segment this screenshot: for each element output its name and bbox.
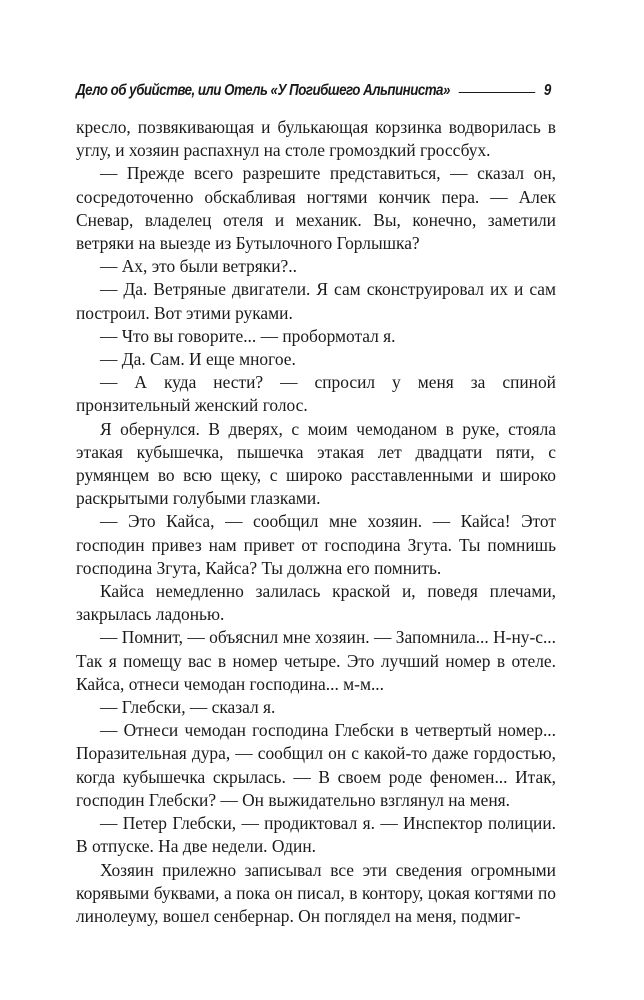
- paragraph: — Глебски, — сказал я.: [100, 697, 276, 718]
- paragraph: — Отнеси чемодан господина Глебски в четвертый номер... Поразительная дура, — сообщил он с какой-то даже гордостью, когда кубышечка скрылась. — В своем роде феномен... Итак, господин Глебски? — Он выжидательно взглянул на меня.: [76, 720, 556, 810]
- running-head: [76, 76, 551, 106]
- paragraph: Я обернулся. В дверях, с моим чемоданом в руке, стояла этакая кубышечка, пышечка этакая лет двадцати пяти, с румянцем во всю щеку, с широко расставленными и широко раскрытыми голубыми глазками.: [76, 418, 556, 509]
- paragraph: — Прежде всего разрешите представиться, — сказал он, сосредоточенно обскабливая ногтями кончик пера. — Алек Сневар, владелец отеля и механик. Вы, конечно, заметили ветряки на выезде из Бутылочного Горлышка?: [76, 163, 556, 254]
- paragraph: — Что вы говорите... — пробормотал я.: [100, 325, 396, 346]
- header-rule: [458, 92, 535, 93]
- paragraph: Кайса немедленно залилась краской и, поведя плечами, закрылась ладонью.: [76, 581, 556, 625]
- paragraph: Хозяин прилежно записывал все эти сведения огромными корявыми буквами, а пока он писал, в контору, цокая когтями по линолеуму, вошел сенбернар. Он поглядел на меня, подмиг-: [76, 859, 556, 926]
- paragraph: — Петер Глебски, — продиктовал я. — Инспектор полиции. В отпуске. На две недели. Один.: [76, 813, 556, 857]
- paragraph: — Да. Ветряные двигатели. Я сам сконструировал их и сам построил. Вот этими руками.: [76, 279, 556, 323]
- running-title: Дело об убийстве, или Отель «У Погибшего Альпиниста»: [76, 82, 450, 99]
- body-text: [76, 116, 556, 928]
- paragraph: — Ах, это были ветряки?..: [100, 256, 297, 277]
- paragraph: — Это Кайса, — сообщил мне хозяин. — Кайса! Этот господин привез нам привет от господина Згута. Ты помнишь господина Згута, Кайса? Ты должна его помнить.: [76, 511, 556, 578]
- paragraph: кресло, позвякивающая и булькающая корзинка водворилась в углу, и хозяин распахнул на столе громоздкий гроссбух.: [76, 117, 556, 161]
- page-number: 9: [543, 82, 551, 99]
- paragraph: — Да. Сам. И еще многое.: [100, 349, 296, 370]
- paragraph: — Помнит, — объяснил мне хозяин. — Запомнила... Н-ну-с... Так я помещу вас в номер четыре. Это лучший номер в отеле. Кайса, отнеси чемодан господина... м-м...: [76, 627, 556, 694]
- paragraph: — А куда нести? — спросил у меня за спиной пронзительный женский голос.: [76, 372, 556, 416]
